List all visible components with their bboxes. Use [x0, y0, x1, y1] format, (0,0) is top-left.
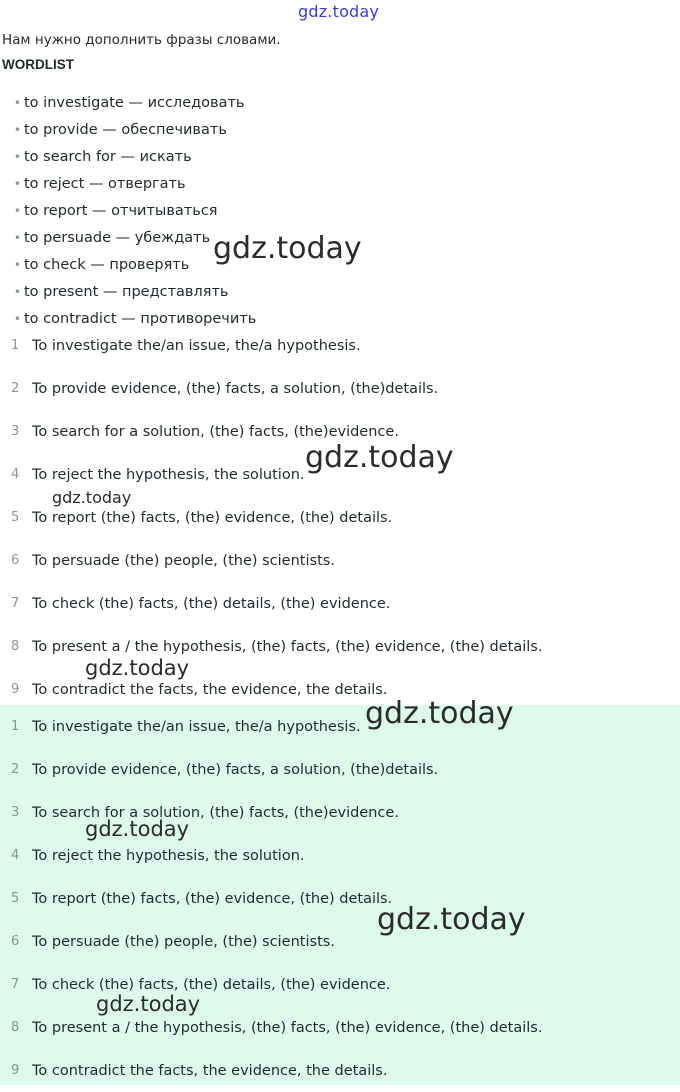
exercise-text: To search for a solution, (the) facts, (the)evidence. [32, 423, 399, 440]
exercise-text: To check (the) facts, (the) details, (the) evidence. [32, 595, 391, 612]
exercise-number: 1 [11, 338, 20, 353]
watermark: gdz.today [305, 440, 454, 475]
exercise-number: 3 [11, 805, 20, 820]
list-item [0, 224, 256, 251]
watermark: gdz.today [96, 992, 201, 1016]
wordlist [0, 89, 256, 332]
wordlist-title: WORDLIST [2, 57, 74, 72]
exercise-number: 5 [11, 891, 20, 906]
exercise-text: To present a / the hypothesis, (the) facts, (the) evidence, (the) details. [32, 638, 543, 655]
exercise-number: 9 [11, 1063, 20, 1078]
exercise-row [0, 582, 680, 625]
wordlist-entry: to report — отчитываться [24, 202, 218, 219]
exercise-row [0, 324, 680, 367]
list-item [0, 143, 256, 170]
bullet-icon: • [13, 311, 21, 326]
exercise-text: To report (the) facts, (the) evidence, (the) details. [32, 890, 393, 907]
intro-text: Нам нужно дополнить фразы словами. [2, 32, 281, 48]
exercise-number: 7 [11, 596, 20, 611]
list-item [0, 89, 256, 116]
watermark: gdz.today [365, 696, 514, 731]
exercise-row [0, 877, 680, 920]
watermark: gdz.today [213, 231, 362, 266]
exercise-number: 7 [11, 977, 20, 992]
exercise-number: 2 [11, 762, 20, 777]
bullet-icon: • [13, 257, 21, 272]
exercise-row [0, 963, 680, 1006]
exercise-text: To investigate the/an issue, the/a hypothesis. [32, 718, 361, 735]
exercise-text: To check (the) facts, (the) details, (the) evidence. [32, 976, 391, 993]
wordlist-entry: to search for — искать [24, 148, 192, 165]
bullet-icon: • [13, 176, 21, 191]
bullet-icon: • [13, 203, 21, 218]
exercise-row [0, 834, 680, 877]
exercise-number: 1 [11, 719, 20, 734]
wordlist-entry: to reject — отвергать [24, 175, 186, 192]
wordlist-entry: to present — представлять [24, 283, 229, 300]
list-item [0, 116, 256, 143]
exercise-row [0, 748, 680, 791]
exercise-list-highlighted [0, 705, 680, 1085]
exercise-number: 6 [11, 553, 20, 568]
list-item [0, 251, 256, 278]
exercise-text: To search for a solution, (the) facts, (the)evidence. [32, 804, 399, 821]
list-item [0, 170, 256, 197]
exercise-text: To contradict the facts, the evidence, the details. [32, 1062, 388, 1079]
exercise-text: To reject the hypothesis, the solution. [32, 847, 305, 864]
top-watermark: gdz.today [298, 2, 380, 21]
exercise-number: 6 [11, 934, 20, 949]
watermark: gdz.today [85, 817, 190, 841]
exercise-row [0, 920, 680, 963]
exercise-row [0, 625, 680, 668]
exercise-row [0, 539, 680, 582]
bullet-icon: • [13, 122, 21, 137]
exercise-number: 5 [11, 510, 20, 525]
exercise-text: To investigate the/an issue, the/a hypothesis. [32, 337, 361, 354]
wordlist-entry: to persuade — убеждать [24, 229, 211, 246]
exercise-text: To report (the) facts, (the) evidence, (the) details. [32, 509, 393, 526]
exercise-text: To reject the hypothesis, the solution. [32, 466, 305, 483]
watermark: gdz.today [52, 488, 132, 507]
exercise-text: To provide evidence, (the) facts, a solution, (the)details. [32, 761, 439, 778]
exercise-number: 2 [11, 381, 20, 396]
exercise-number: 4 [11, 848, 20, 863]
wordlist-entry: to contradict — противоречить [24, 310, 257, 327]
wordlist-entry: to check — проверять [24, 256, 190, 273]
exercise-row [0, 453, 680, 496]
exercise-row [0, 367, 680, 410]
exercise-text: To persuade (the) people, (the) scientists. [32, 552, 335, 569]
exercise-row [0, 705, 680, 748]
exercise-text: To persuade (the) people, (the) scientists. [32, 933, 335, 950]
exercise-number: 9 [11, 682, 20, 697]
bullet-icon: • [13, 95, 21, 110]
exercise-text: To contradict the facts, the evidence, the details. [32, 681, 388, 698]
bullet-icon: • [13, 284, 21, 299]
list-item [0, 197, 256, 224]
wordlist-entry: to investigate — исследовать [24, 94, 245, 111]
exercise-row [0, 1049, 680, 1092]
exercise-text: To provide evidence, (the) facts, a solution, (the)details. [32, 380, 439, 397]
exercise-text: To present a / the hypothesis, (the) facts, (the) evidence, (the) details. [32, 1019, 543, 1036]
exercise-row [0, 1006, 680, 1049]
exercise-row [0, 410, 680, 453]
exercise-number: 8 [11, 1020, 20, 1035]
exercise-number: 4 [11, 467, 20, 482]
bullet-icon: • [13, 230, 21, 245]
list-item [0, 278, 256, 305]
watermark: gdz.today [377, 902, 526, 937]
bullet-icon: • [13, 149, 21, 164]
wordlist-entry: to provide — обеспечивать [24, 121, 227, 138]
exercise-list-plain [0, 324, 680, 711]
exercise-number: 8 [11, 639, 20, 654]
exercise-row [0, 791, 680, 834]
exercise-number: 3 [11, 424, 20, 439]
watermark: gdz.today [85, 656, 190, 680]
exercise-row [0, 496, 680, 539]
